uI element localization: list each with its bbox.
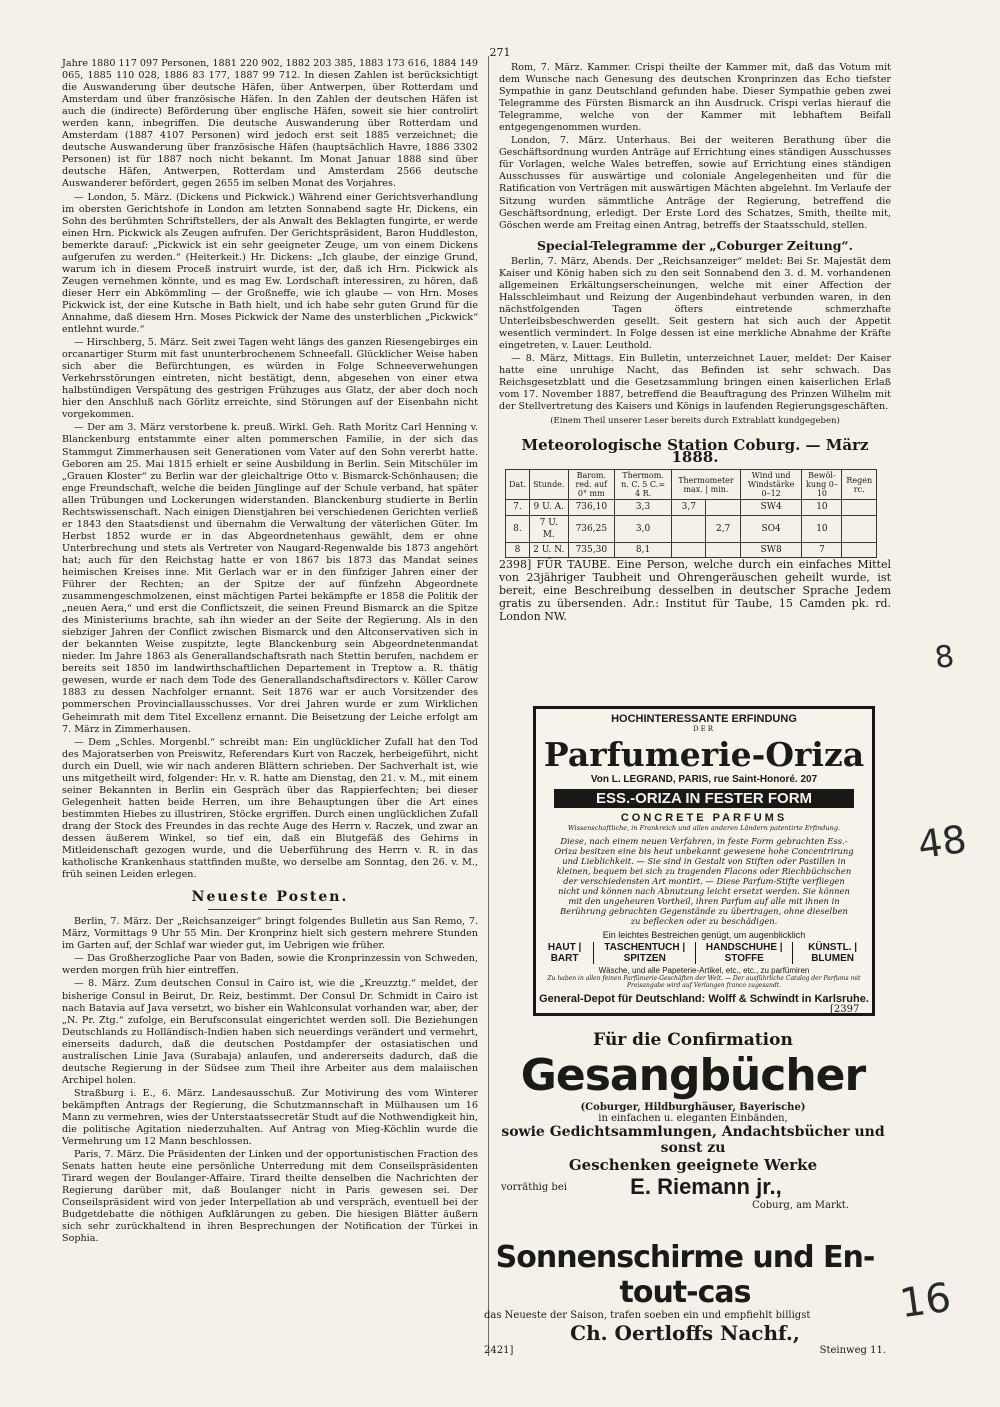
ad-oriza-maker: Von L. LEGRAND, PARIS, rue Saint-Honoré. 207 [590, 774, 818, 785]
ad-sonnenschirme [480, 1240, 890, 1356]
ad-oriza-use: KÜNSTL. | BLUMEN [808, 942, 858, 964]
weather-header: Thermom. n. C. 5 C.= 4 R. [615, 470, 672, 500]
weather-table [505, 469, 877, 557]
table-cell: 8,1 [615, 542, 672, 557]
article-london-dickens: — London, 5. März. (Dickens und Pickwick.) Während einer Gerichtsverhandlung im obersten Gerichtshofe in London am letzten Sonnabend sagte Hr. Dickens, ein Sohn des berühmten Schriftstellers, der als Anwalt des Beklagten fungirte, er werde einen Hrn. Pickwick als Zeugen aufrufen. Der Gerichtspräsident, Baron Huddleston, bemerkte darauf: „Pickwick ist ein sehr geeigneter Zeuge, um von einem Dickens aufgerufen zu werden.“ (Heiterkeit.) Hr. Dickens: „Ich glaube, der einzige Grund, warum ich in diesem Proceß instruirt wurde, ist der, daß ich Hrn. Pickwick als Zeugen vernehmen könnte, und es mag Ew. Lordschaft interessiren, zu hören, daß dieser Herr ein Abkömmling — der Großneffe, wie ich glaube — von Hrn. Moses Pickwick ist, der eine Kutsche in Bath hielt, und ich habe sehr guten Grund für die Annahme, daß diesem Hrn. Moses Pickwick der Name des unsterblichen „Pickwick“ entlehnt wurde.“ [62, 191, 478, 336]
section-title: Neueste Posten. [191, 889, 349, 906]
table-cell: 736,25 [568, 515, 614, 542]
ad-oriza-use: HANDSCHUHE | STOFFE [696, 942, 793, 964]
article-blanckenburg: — Der am 3. März verstorbene k. preuß. Wirkl. Geh. Rath Moritz Carl Henning v. Blanckenburg entstammte einer alten pommerschen Familie, in der sich das Stammgut Zimmerhausen seit Generationen vom Vater auf den Sohn vererbt hatte. Geboren am 25. Mai 1815 erhielt er seine Ausbildung in Berlin. Sein Mitschüler im „Grauen Kloster“ zu Berlin war der gleichaltrige Otto v. Bismarck-Schönhausen; die enge Freundschaft, welche die beiden Jünglinge auf der Schule verband, hat später allen Trübungen und Lockerungen widerstanden. Blanckenburg studierte in Berlin Rechtswissenschaft. Nach einigen Dienstjahren bei verschiedenen Gerichten verließ er 1843 den Staatsdienst und übernahm die Verwaltung der väterlichen Güter. Im Herbst 1852 wurde er in das Abgeordnetenhaus gewählt, dem er ohne Unterbrechung und stets als Vertreter von Naugard-Regenwalde bis 1873 angehört hat; auch für den Reichstag hatte er von 1867 bis 1873 das Mandat seines heimischen Kreises inne. Mit Gerlach war er in den fünfziger Jahren einer der Führer der Rechten; an der Spitze der auf fünfzehn Abgeordnete zusammengeschmolzenen, einst mächtigen Partei bekämpfte er 1858 die Politik der „neuen Aera,“ und erst die Conflictszeit, die seinen Freund Bismarck an die Spitze des Ministeriums brachte, sah ihn wieder an der Seite der Regierung. Als in den siebziger Jahren der Conflict zwischen Bismarck und den Altconservativen sich in der bekannten Weise zuspitzte, legte Blanckenburg sein Abgeordnetenmandat nieder. Im Jahre 1863 als Generallandschaftsrath nach Stettin berufen, nachdem er bereits seit 1850 im landwirthschaftlichen Departement in Treptow a. R. thätig gewesen, wurde er nach dem Tode des Generallandschaftsdirectors v. Köller Carow 1883 zu dessen Nachfolger ernannt. Seit 1876 war er auch Vorsitzender des pommerschen Provinciallausschusses. Vor drei Jahren wurde er zum Wirklichen Geheimrath mit dem Titel Excellenz ernannt. Die Beisetzung der Leiche erfolgt am 7. März in Zimmerhausen. [62, 422, 478, 735]
ad-oriza-body: Diese, nach einem neuen Verfahren, in feste Form gebrachten Ess.-Oriza besitzen eine bis heut unbekannt gewesene hohe Concentrirung und Lieblichkeit. — Sie sind in Gestalt von Stiften oder Pastillen in kleinen, bequem bei sich zu tragenden Flacons oder Riechbüchschen der verschiedensten Art montirt. — Diese Parfum-Stifte verfliegen nicht und können nach Abnutzung leicht ersetzt werden. Sie können mit den ungeheuren Vortheil, ihren Parfum auf alle mit ihnen in Berührung gebrachten Gegenstände zu übertragen, ohne dieselben zu beflecken oder zu beschädigen. [554, 836, 854, 926]
ad-sonnen-headline: Sonnenschirme und En-tout-cas [495, 1240, 875, 1310]
table-row [506, 515, 877, 542]
ad-oriza-der: DER [693, 725, 715, 733]
weather-header: Wind und Windstärke 0–12 [740, 470, 802, 500]
weather-title: Meteorologische Station Coburg. — März 1888. [521, 436, 869, 467]
page-number: 271 [489, 46, 511, 59]
ad-oriza-hint: Ein leichtes Bestreichen genügt, um augenblicklich [602, 930, 806, 940]
ad-confirm-available: vorräthig bei [501, 1181, 567, 1193]
table-cell: 3,3 [615, 500, 672, 515]
ad-taube: 2398] FÜR TAUBE. Eine Person, welche durch ein einfaches Mittel von 23jähriger Taubheit und Ohrengeräuschen geheilt wurde, ist bereit, eine Beschreibung desselben in deutscher Sprache Jedem gratis zu übersenden. Adr.: Institut für Taube, 15 Camden pk. rd. London NW. [499, 557, 891, 623]
table-cell: 8. [506, 515, 530, 542]
ad-confirm-types: (Coburger, Hildburghäuser, Bayerische) [580, 1102, 806, 1113]
ad-sonnen-number: 2421] [484, 1345, 514, 1356]
ad-sonnen-text: das Neueste der Saison, trafen soeben ein und empfiehlt billigst [484, 1310, 811, 1321]
ad-oriza-number: [2397 [830, 1004, 860, 1015]
right-column [499, 62, 891, 624]
article-berlin-kaiser: Berlin, 7. März, Abends. Der „Reichsanzeiger“ meldet: Bei Sr. Majestät dem Kaiser und König haben sich zu den seit Sonnabend den 3. d. M. vorhandenen allgemeinen Erkältungserscheinungen, welche mit einer Affection der Halsschleimhaut und Reizung der Augenbindehaut verbunden waren, in den nächstfolgenden Tagen öfters eintretende schmerzhafte Unterleibsbeschwerden gesellt. Seit gestern hat sich auch der Appetit wesentlich vermindert. In Folge dessen ist eine merkliche Abnahme der Kräfte eingetreten, v. Lauer. Leuthold. [499, 255, 891, 352]
table-cell: 7 U. M. [529, 515, 568, 542]
table-cell: 10 [802, 500, 842, 515]
article-emigration: Jahre 1880 117 097 Personen, 1881 220 902, 1882 203 385, 1883 173 616, 1884 149 065, 1885 110 028, 1886 83 177, 1887 99 712. In diesen Zahlen ist berücksichtigt die Auswanderung über deutsche Häfen, über Antwerpen, über Rotterdam und Amsterdam und über französische Häfen. In den Zahlen der deutschen Häfen ist auch die (indirecte) Beförderung über englische Häfen, soweit sie hier controlirt werden kann, inbegriffen. Die deutsche Auswanderung über Rotterdam und Amsterdam (1887 4107 Personen) wird jedoch erst seit 1885 verzeichnet; die deutsche Auswanderung über französische Häfen (hauptsächlich Havre, 1886 3302 Personen) ist für 1887 noch nicht bekannt. Im Monat Januar 1888 sind über deutsche Häfen, Antwerpen, Rotterdam und Amsterdam 2566 deutsche Auswanderer befördert, gegen 2655 im selben Monat des Vorjahres. [62, 58, 478, 190]
article-raczek: — Dem „Schles. Morgenbl.“ schreibt man: Ein unglücklicher Zufall hat den Tod des Majoratserben von Preiswitz, Referendars Kurt von Raczek, herbeigeführt, nicht durch ein Duell, wie wir nach anderen Blättern schrieben. Der Sachverhalt ist, wie uns mitgetheilt wird, folgender: Hr. v. R. hatte am Dienstag, den 21. v. M., mit einem seiner Bekannten in Berlin ein Gespräch über das Rappierfechten; bei dieser Gelegenheit hatten beide Herren, um ihre Behauptungen über die Art eines bestimmten Hiebes zu illustriren, Stöcke ergriffen. Durch einen unglücklichen Zufall drang der Stock des Freundes in das rechte Auge des Herrn v. Raczek, und zwar an dessen äußerem Winkel, so tief ein, daß ein Blutgefäß des Gehirns in Mitleidenschaft gezogen wurde, und die Ueberführung des Herrn v. R. in das katholische Krankenhaus stattfinden mußte, wo derselbe am Sonntag, den 26. v. M., früh seinen Leiden erlegen. [62, 736, 478, 881]
ad-oriza-use: HAUT | BART [536, 942, 594, 964]
table-cell [672, 542, 706, 557]
article-consul: — 8. März. Zum deutschen Consul in Cairo ist, wie die „Kreuzztg.“ meldet, der bisherige Consul in Beirut, Dr. Reiz, bestimmt. Der Consul Dr. Schmidt in Cairo ist nach Batavia auf Java versetzt, wo bisher ein Wahlconsulat vorhanden war, aber, der „N. Pr. Ztg.“ zufolge, ein Berufsconsulat eingerichtet werden soll. Die Beziehungen Deutschlands zu Holländisch-Indien haben sich neuerdings verändert und vermehrt, einerseits dadurch, daß die deutschen Postdampfer der ostasiatischen und australischen Linie Java (Surabaja) anlaufen, und andererseits dadurch, daß die deutsche Regierung in der Südsee zum Theil ihre Arbeiter aus dem malaiischen Archipel holen. [62, 978, 478, 1086]
ad-confirm-seller-row [497, 1174, 889, 1200]
ad-parfumerie-oriza [533, 706, 875, 1016]
article-strassburg: Straßburg i. E., 6. März. Landesausschuß. Zur Motivirung des vom Winterer bekämpften Antrags der Regierung, die Schutzmannschaft in Mülhausen um 16 Mann zu vermehren, wies der Unterstaatssecretär Studt auf die Nothwendigkeit hin, die politische Agitation niederzuhalten. Auf Antrag von Mieg-Köchlin wurde die Vermehrung um 12 Mann beschlossen. [62, 1087, 478, 1148]
table-cell: 7 [802, 542, 842, 557]
ad-oriza-concrete: CONCRETE PARFUMS [620, 812, 788, 824]
table-cell: 2 U. N. [529, 542, 568, 557]
weather-header: Dat. [506, 470, 530, 500]
table-row [506, 542, 877, 557]
table-cell: SO4 [740, 515, 802, 542]
ad-oriza-banner: ESS.-ORIZA IN FESTER FORM [554, 789, 854, 808]
table-cell: 735,30 [568, 542, 614, 557]
table-cell: SW4 [740, 500, 802, 515]
weather-header: Bewöl-kung 0–10 [802, 470, 842, 500]
weather-header: Thermometer max. | min. [672, 470, 741, 500]
article-rom: Rom, 7. März. Kammer. Crispi theilte der Kammer mit, daß das Votum mit dem Wunsche nach Genesung des deutschen Kronprinzen das Echo tiefster Sympathie in ganz Deutschland gefunden habe. Dieser Sympathie geben zwei Telegramme des Fürsten Bismarck an ihn Ausdruck. Crispi verlas hierauf die Telegramme, welche von der Kammer mit lebhaftem Beifall entgegengenommen wurden. [499, 62, 891, 134]
weather-header: Regen rc. [842, 470, 877, 500]
table-cell: 736,10 [568, 500, 614, 515]
ad-oriza-availability: Zu haben in allen feinen Parfümerie-Geschäften der Welt. — Der ausführliche Catalog der Parfums mit Preisangabe wird auf Verlangen franco zugesandt. [547, 975, 861, 989]
table-cell: SW8 [740, 542, 802, 557]
ad-confirm-address: Coburg, am Markt. [752, 1200, 849, 1211]
ad-oriza-depot: General-Depot für Deutschland: Wolff & Schwindt in Karlsruhe. [539, 993, 869, 1005]
weather-header: Barom. red. auf 0° mm [568, 470, 614, 500]
ad-confirm-seller: E. Riemann jr., [630, 1174, 782, 1199]
handwritten-note: 8 [932, 638, 957, 677]
ad-oriza-patent: Wissenschaftliche, in Frankreich und allen anderen Ländern patentirte Erfindung. [567, 824, 841, 832]
table-cell: 8 [506, 542, 530, 557]
table-cell: 3,7 [672, 500, 706, 515]
handwritten-note: 16 [897, 1274, 954, 1328]
article-london-unterhaus: London, 7. März. Unterhaus. Bei der weiteren Berathung über die Geschäftsordnung wurden Anträge auf Errichtung eines ständigen Ausschusses für Vorlagen, welche Wales betreffen, sowie auf Errichtung eines ständigen Ausschusses für auswärtige und coloniale Angelegenheiten und für die Ratification von Verträgen mit auswärtigen Mächten abgelehnt. Im Verlaufe der Sitzung wurden sämmtliche Anträge der Regierung, betreffend die Geschäftsordnung, erledigt. Der Erste Lord des Schatzes, Smith, theilte mit, Göschen werde am Freitag einen Antrag, betreffs der Staatsschuld, stellen. [499, 135, 891, 231]
table-cell [706, 500, 740, 515]
table-cell [842, 542, 877, 557]
ad-sonnen-footer [480, 1345, 890, 1356]
table-cell [672, 515, 706, 542]
extrablatt-note: (Einem Theil unserer Leser bereits durch Extrablatt kundgegeben) [550, 416, 840, 427]
section-rule [208, 909, 333, 910]
weather-header-row [506, 470, 877, 500]
table-row [506, 500, 877, 515]
table-cell [706, 542, 740, 557]
article-paris: Paris, 7. März. Die Präsidenten der Linken und der opportunistischen Fraction des Senats hatten heute eine persönliche Unterredung mit dem Conseilspräsidenten Tirard wegen der Boulanger-Affaire. Tirard theilte denselben die Nachrichten der Regierung darüber mit, daß Boulanger nicht in Paris gewesen sei. Der Conseilspräsident wird von jeder Interpellation ab und verspräch, eventuell bei der Budgetdebatte die nöthigen Aufklärungen zu geben. Die hiesigen Blätter äußern sich sehr zurückhaltend in ihren Besprechungen der Notification der Türkei in Sophia. [62, 1149, 478, 1245]
table-cell: 9 U. A. [529, 500, 568, 515]
weather-header: Stunde. [529, 470, 568, 500]
ad-gesangbuecher [497, 1030, 889, 1211]
ad-confirm-also: sowie Gedichtsammlungen, Andachtsbücher und sonst zu [501, 1124, 885, 1156]
table-cell: 2,7 [706, 515, 740, 542]
article-baden: — Das Großherzogliche Paar von Baden, sowie die Kronprinzessin von Schweden, werden morgen früh hier eintreffen. [62, 953, 478, 977]
article-berlin-bulletin: Berlin, 7. März. Der „Reichsanzeiger“ bringt folgendes Bulletin aus San Remo, 7. März, Vormittags 9 Uhr 55 Min. Der Kronprinz hielt sich gestern mehrere Stunden im Garten auf, der Schlaf war wieder gut, im Uebrigen wie früher. [62, 916, 478, 952]
article-bulletin-lauer: — 8. März, Mittags. Ein Bulletin, unterzeichnet Lauer, meldet: Der Kaiser hatte eine unruhige Nacht, das Befinden ist sehr schwach. Das Reichsgesetzblatt und die Gesetzsammlung bringen einen kaiserlichen Erlaß vom 17. November 1887, betreffend die Beauftragung des Prinzen Wilhelm mit der Stellvertretung des Kaisers und Königs in laufenden Regierungsgeschäften. [499, 353, 891, 413]
ad-confirm-title: Für die Confirmation [593, 1030, 793, 1050]
ad-oriza-brand: Parfumerie-Oriza [543, 735, 865, 774]
telegram-heading: Special-Telegramme der „Coburger Zeitung“. [537, 237, 853, 253]
left-column [62, 58, 478, 1247]
table-cell: 10 [802, 515, 842, 542]
table-cell [842, 515, 877, 542]
table-cell: 7. [506, 500, 530, 515]
handwritten-note: 48 [915, 816, 970, 868]
ad-confirm-gifts: Geschenken geeignete Werke [568, 1156, 818, 1174]
column-divider [488, 56, 489, 1356]
ad-sonnen-address: Steinweg 11. [819, 1345, 886, 1356]
ad-confirm-bindings: in einfachen u. eleganten Einbänden, [598, 1113, 788, 1124]
article-hirschberg: — Hirschberg, 5. März. Seit zwei Tagen weht längs des ganzen Riesengebirges ein orcanartiger Sturm mit fast ununterbrochenem Schneefall. Glücklicher Weise haben sich aber die Befürchtungen, es würden in Folge Schneeverwehungen Verkehrsstörungen eintreten, nicht bestätigt, denn, abgesehen von einer etwa halbstündigen Verspätung des gestrigen Frühzuges aus Glatz, der aber doch noch hier den Anschluß nach Görlitz erreichte, sind Störungen auf der Eisenbahn nicht vorgekommen. [62, 337, 478, 421]
ad-sonnen-seller: Ch. Oertloffs Nachf., [570, 1321, 800, 1345]
table-cell: 3,0 [615, 515, 672, 542]
ad-oriza-perfume-line: Wäsche, und alle Papeterie-Artikel, etc., etc., zu parfümiren [598, 966, 810, 975]
ad-oriza-use: TASCHENTUCH | SPITZEN [594, 942, 696, 964]
table-cell [842, 500, 877, 515]
ad-oriza-uses [536, 942, 872, 964]
ad-confirm-headline: Gesangbücher [520, 1050, 866, 1101]
ad-oriza-headline: HOCHINTERESSANTE ERFINDUNG [611, 713, 797, 725]
